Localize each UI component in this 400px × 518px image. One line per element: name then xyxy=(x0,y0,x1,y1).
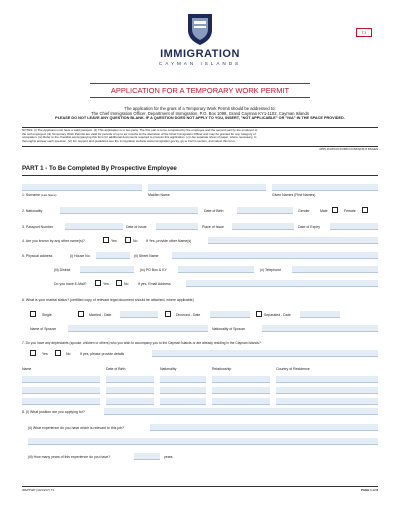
single-label: Single xyxy=(42,313,52,317)
address-line-1: The application for the grant of a Temporary Work Permit should be addressed to: xyxy=(124,106,276,111)
dependants-yes-checkbox[interactable] xyxy=(30,350,36,356)
position-field[interactable] xyxy=(104,408,378,415)
years-question: (iii) How many years of this experience do you have? xyxy=(28,455,111,459)
notes-line: occupation. (iv) Refer to the checklist accompanying this form for additional documents required to process this application. (v) Use separate sheet of paper, where necessary, to xyxy=(22,135,257,140)
other-names-provide-label: If Yes, provide other Name(s) xyxy=(146,239,192,243)
spouse-name-field[interactable] xyxy=(68,325,208,332)
col-relationship: Relationship xyxy=(212,367,232,371)
marital-status-question: 6. What is your marital status? (certified copy of relevant legal document should be attached, where applicable) xyxy=(22,298,194,302)
brand-name: IMMIGRATION xyxy=(160,48,240,60)
yes-label: Yes xyxy=(103,282,109,286)
district-field[interactable] xyxy=(80,266,134,273)
married-checkbox[interactable] xyxy=(78,311,84,317)
yes-label: Yes xyxy=(111,239,117,243)
dep-country-cell[interactable] xyxy=(276,398,378,405)
physical-address-label: 5. Physical address xyxy=(22,254,53,258)
other-names-question: 4. Are you known by any other name(s)? xyxy=(22,239,85,243)
married-label: Married - Date xyxy=(89,313,112,317)
no-label: No xyxy=(133,239,138,243)
spouse-nationality-field[interactable] xyxy=(262,325,378,332)
divorced-label: Divorced - Date xyxy=(176,313,201,317)
separated-label: Separated - Date xyxy=(264,313,291,317)
dep-country-cell[interactable] xyxy=(276,376,378,383)
nationality-label: 2. Nationality xyxy=(22,209,43,213)
male-label: Male xyxy=(320,209,328,213)
surname-label: 1. Surname (Last Name) xyxy=(22,193,57,197)
date-of-issue-label: Date of Issue xyxy=(126,225,147,229)
date-of-expiry-field[interactable] xyxy=(330,223,378,230)
notes-block xyxy=(22,129,378,143)
dep-relationship-cell[interactable] xyxy=(212,376,270,383)
position-question: 8. (i) What position are you applying for? xyxy=(22,410,85,414)
experience-question: (ii) What experience do you have which is relevant to this job? xyxy=(28,426,124,430)
form-code: IMM/TWP (10/14/17) T1 xyxy=(22,488,55,492)
dependants-provide-label: If yes, please provide details xyxy=(80,352,125,356)
dep-dob-cell[interactable] xyxy=(106,376,154,383)
divorced-date-field[interactable] xyxy=(210,311,250,318)
dep-nationality-cell[interactable] xyxy=(160,387,206,394)
dob-label: Date of Birth xyxy=(204,209,224,213)
gender-label: Gender xyxy=(298,209,310,213)
telephone-label: (v) Telephone xyxy=(260,268,282,272)
part1-heading: PART 1 - To Be Completed By Prospective Employee xyxy=(22,165,177,172)
other-names-yes-checkbox[interactable] xyxy=(103,237,109,243)
notes-line: NOTES: (i) The Applicant must have a valid passport. (ii) This application is in two parts. The first part is to be completed by the employee and the second part by the employer or xyxy=(22,128,258,132)
email-address-field[interactable] xyxy=(186,280,378,287)
email-no-checkbox[interactable] xyxy=(116,280,122,286)
form-tag: T1 xyxy=(356,28,372,37)
po-box-field[interactable] xyxy=(178,266,254,273)
maiden-name-label: Maiden Name xyxy=(148,193,170,197)
pages-note: APPLICATION FORM CONTAINS 8 PAGES xyxy=(319,147,378,151)
experience-field[interactable] xyxy=(150,424,378,431)
dob-field[interactable] xyxy=(237,207,293,214)
male-checkbox[interactable] xyxy=(332,207,338,213)
years-field[interactable] xyxy=(134,453,160,460)
telephone-field[interactable] xyxy=(292,266,378,273)
street-name-field[interactable] xyxy=(172,252,378,259)
dependants-no-checkbox[interactable] xyxy=(55,350,61,356)
page-title: APPLICATION FOR A TEMPORARY WORK PERMIT xyxy=(110,86,290,95)
given-names-label: Given Names (First Names) xyxy=(272,193,316,197)
place-of-issue-field[interactable] xyxy=(232,223,294,230)
email-address-label: If yes, Email Address xyxy=(138,282,171,286)
po-box-label: (iv) PO Box & KY xyxy=(140,268,167,272)
page-number: PAGE 1 of 8 xyxy=(361,488,378,492)
warning-text: PLEASE DO NOT LEAVE ANY QUESTION BLANK. IF A QUESTION DOES NOT APPLY TO YOU, INSERT, "NOT APPLICABLE" OR "N/A" IN THE SPACE PROVIDED. xyxy=(55,116,345,120)
dep-name-cell[interactable] xyxy=(22,398,100,405)
coat-of-arms-logo xyxy=(184,12,216,46)
address-line-2: The Chief Immigration Officer, Department of Immigration, P.O. Box 1098, Grand Cayman KY1-1102, Cayman Islands xyxy=(91,111,309,116)
single-checkbox[interactable] xyxy=(30,311,36,317)
dep-dob-cell[interactable] xyxy=(106,387,154,394)
street-name-label: (ii) Street Name xyxy=(134,254,159,258)
notes-line: the self employed. (iii) Temporary Work Permits are valid for periods of up to six months at the discretion of the Chief Immigration Officer and may be granted for any category of xyxy=(22,131,256,136)
yes-label: Yes xyxy=(42,352,48,356)
dependants-question: 7. Do you have any dependants (spouse, children or others) who you wish to accompany you to the Cayman Islands or are already residing in the Cayman Islands? xyxy=(22,341,261,345)
dep-name-cell[interactable] xyxy=(22,387,100,394)
dep-nationality-cell[interactable] xyxy=(160,398,206,405)
married-date-field[interactable] xyxy=(120,311,158,318)
place-of-issue-label: Place of Issue xyxy=(202,225,224,229)
other-names-no-checkbox[interactable] xyxy=(125,237,131,243)
dependants-details-field[interactable] xyxy=(152,350,378,357)
house-no-label: (i) House No xyxy=(70,254,90,258)
separated-checkbox[interactable] xyxy=(256,311,262,317)
passport-number-field[interactable] xyxy=(65,223,123,230)
notes-line: thoroughly answer each question. (vi) For support and guidelines see the immigration website www.immigration.gov.ky, go to Forms section, and select this form. xyxy=(22,138,236,143)
dep-name-cell[interactable] xyxy=(22,376,100,383)
separated-date-field[interactable] xyxy=(300,311,340,318)
surname-field[interactable] xyxy=(22,184,142,191)
years-label: years xyxy=(164,455,173,459)
dep-dob-cell[interactable] xyxy=(106,398,154,405)
dep-nationality-cell[interactable] xyxy=(160,376,206,383)
col-dob: Date of Birth xyxy=(106,367,126,371)
date-of-expiry-label: Date of Expiry xyxy=(298,225,320,229)
brand-subtitle: CAYMAN ISLANDS xyxy=(158,61,242,66)
divorced-checkbox[interactable] xyxy=(165,311,171,317)
email-yes-checkbox[interactable] xyxy=(95,280,101,286)
female-checkbox[interactable] xyxy=(362,207,368,213)
passport-number-label: 3. Passport Number xyxy=(22,225,54,229)
col-country: Country of Residence xyxy=(276,367,310,371)
email-question: Do you have E-Mail? xyxy=(54,282,87,286)
dep-relationship-cell[interactable] xyxy=(212,387,270,394)
dep-country-cell[interactable] xyxy=(276,387,378,394)
female-label: Female xyxy=(344,209,356,213)
no-label: No xyxy=(124,282,129,286)
nationality-field[interactable] xyxy=(60,207,198,214)
spouse-name-label: Name of Spouse xyxy=(30,327,57,331)
no-label: No xyxy=(66,352,71,356)
maiden-name-field[interactable] xyxy=(148,184,266,191)
experience-field-line-2[interactable] xyxy=(28,438,378,445)
house-no-field[interactable] xyxy=(96,252,130,259)
dep-relationship-cell[interactable] xyxy=(212,398,270,405)
col-nationality: Nationality xyxy=(160,367,177,371)
other-names-field[interactable] xyxy=(208,237,378,244)
date-of-issue-field[interactable] xyxy=(156,223,198,230)
col-name: Name xyxy=(22,367,32,371)
given-names-field[interactable] xyxy=(272,184,378,191)
spouse-nationality-label: Nationality of Spouse xyxy=(212,327,246,331)
district-label: (iii) District xyxy=(54,268,71,272)
